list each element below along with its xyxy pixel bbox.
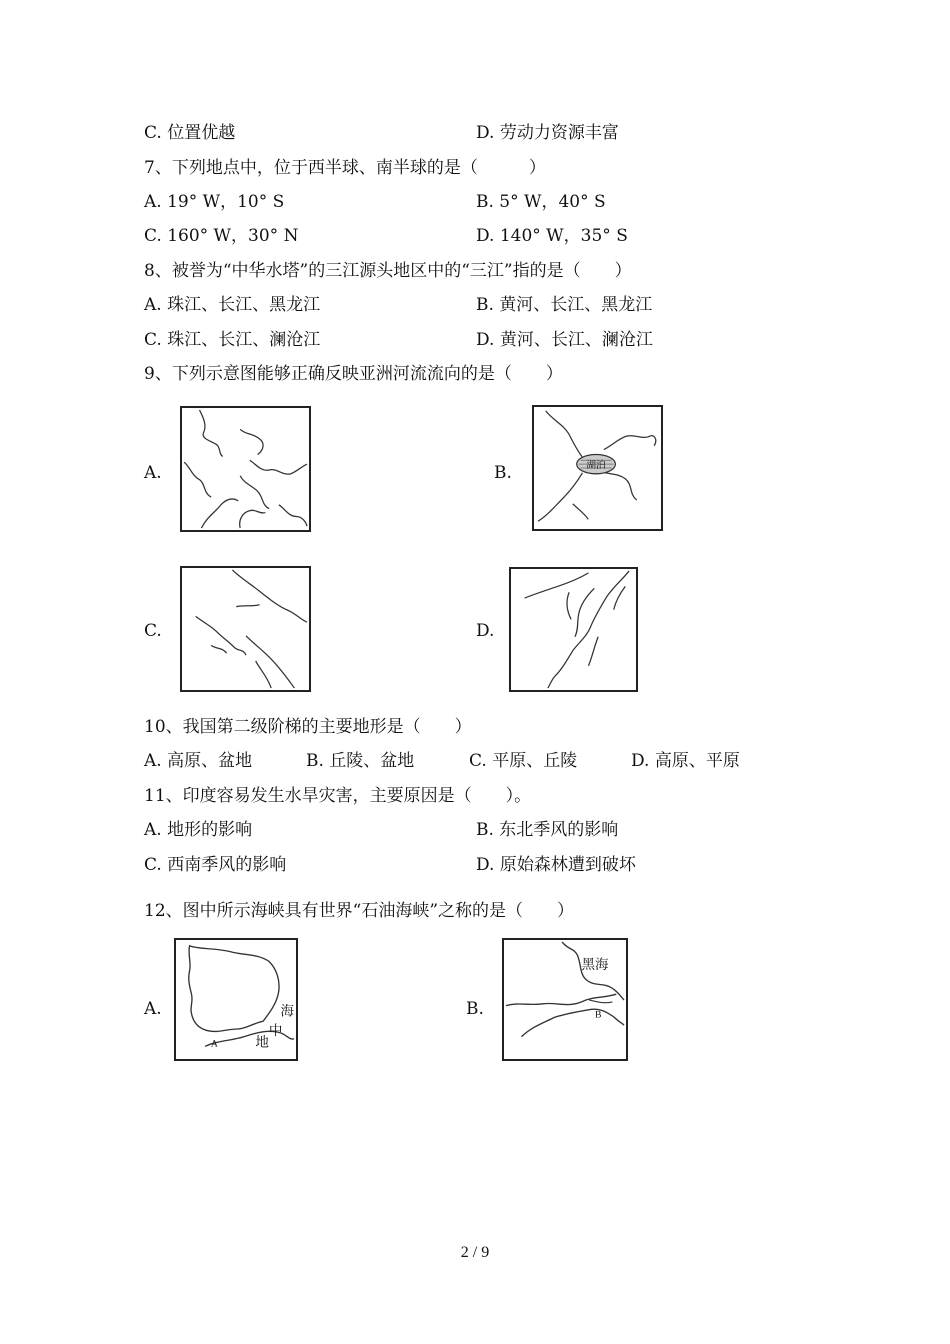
q11-option-b: B. 东北季风的影响 xyxy=(476,820,619,840)
river-map-c xyxy=(182,568,309,690)
q8-stem: 8、被誉为“中华水塔”的三江源头地区中的“三江”指的是（ ） xyxy=(144,261,632,281)
q9-map-a xyxy=(180,406,311,532)
q7-option-c: C. 160° W，30° N xyxy=(144,226,299,246)
river-map-a xyxy=(182,408,309,530)
black-sea-label: 黑海 xyxy=(581,957,609,974)
q7-stem: 7、下列地点中，位于西半球、南半球的是（ ） xyxy=(144,158,546,178)
q11-option-d: D. 原始森林遭到破坏 xyxy=(476,855,636,875)
q8-option-b: B. 黄河、长江、黑龙江 xyxy=(476,295,653,315)
q6-option-c: C. 位置优越 xyxy=(144,123,236,143)
river-map-d xyxy=(511,569,636,690)
q7-option-d: D. 140° W，35° S xyxy=(476,226,628,246)
q12-label-b: B. xyxy=(466,999,484,1019)
q9-label-b: B. xyxy=(494,463,512,483)
q10-option-a: A. 高原、盆地 xyxy=(144,751,253,771)
q12-label-a: A. xyxy=(144,999,162,1019)
north-coast xyxy=(506,994,616,1006)
river-map-b xyxy=(534,407,661,529)
q8-option-c: C. 珠江、长江、澜沧江 xyxy=(144,330,321,350)
q8-option-a: A. 珠江、长江、黑龙江 xyxy=(144,295,321,315)
q11-option-a: A. 地形的影响 xyxy=(144,820,253,840)
sea-label-1: 海 xyxy=(280,1003,295,1020)
sea-label-2: 中 xyxy=(268,1022,283,1039)
sea-label-3: 地 xyxy=(255,1034,269,1051)
q9-label-d: D. xyxy=(476,621,495,641)
lake-label: 湖泊 xyxy=(586,460,606,471)
q9-map-b xyxy=(532,405,663,531)
q9-map-d xyxy=(509,567,638,692)
peninsula-outline xyxy=(189,946,279,1032)
q9-label-a: A. xyxy=(144,463,162,483)
strait-channel xyxy=(589,1000,612,1003)
q11-option-c: C. 西南季风的影响 xyxy=(144,855,287,875)
strait-map-a xyxy=(176,940,296,1059)
page-number: 2 / 9 xyxy=(460,1244,490,1261)
q7-option-a: A. 19° W，10° S xyxy=(144,192,285,212)
q10-stem: 10、我国第二级阶梯的主要地形是（ ） xyxy=(144,717,472,737)
q10-option-b: B. 丘陵、盆地 xyxy=(306,751,415,771)
q7-option-b: B. 5° W，40° S xyxy=(476,192,606,212)
point-b-label: B xyxy=(594,1009,602,1021)
q9-map-c xyxy=(180,566,311,692)
q12-map-a xyxy=(174,938,298,1061)
q12-stem: 12、图中所示海峡具有世界“石油海峡”之称的是（ ） xyxy=(144,901,575,921)
point-a-label: A xyxy=(210,1038,218,1050)
q9-stem: 9、下列示意图能够正确反映亚洲河流流向的是（ ） xyxy=(144,364,563,384)
q10-option-c: C. 平原、丘陵 xyxy=(469,751,578,771)
q12-map-b xyxy=(502,938,628,1061)
q6-option-d: D. 劳动力资源丰富 xyxy=(476,123,619,143)
q9-label-c: C. xyxy=(144,621,162,641)
strait-map-b xyxy=(504,940,626,1059)
q8-option-d: D. 黄河、长江、澜沧江 xyxy=(476,330,653,350)
south-coast xyxy=(521,1009,624,1037)
q10-option-d: D. 高原、平原 xyxy=(631,751,740,771)
q11-stem: 11、印度容易发生水旱灾害，主要原因是（ ）。 xyxy=(144,786,532,806)
